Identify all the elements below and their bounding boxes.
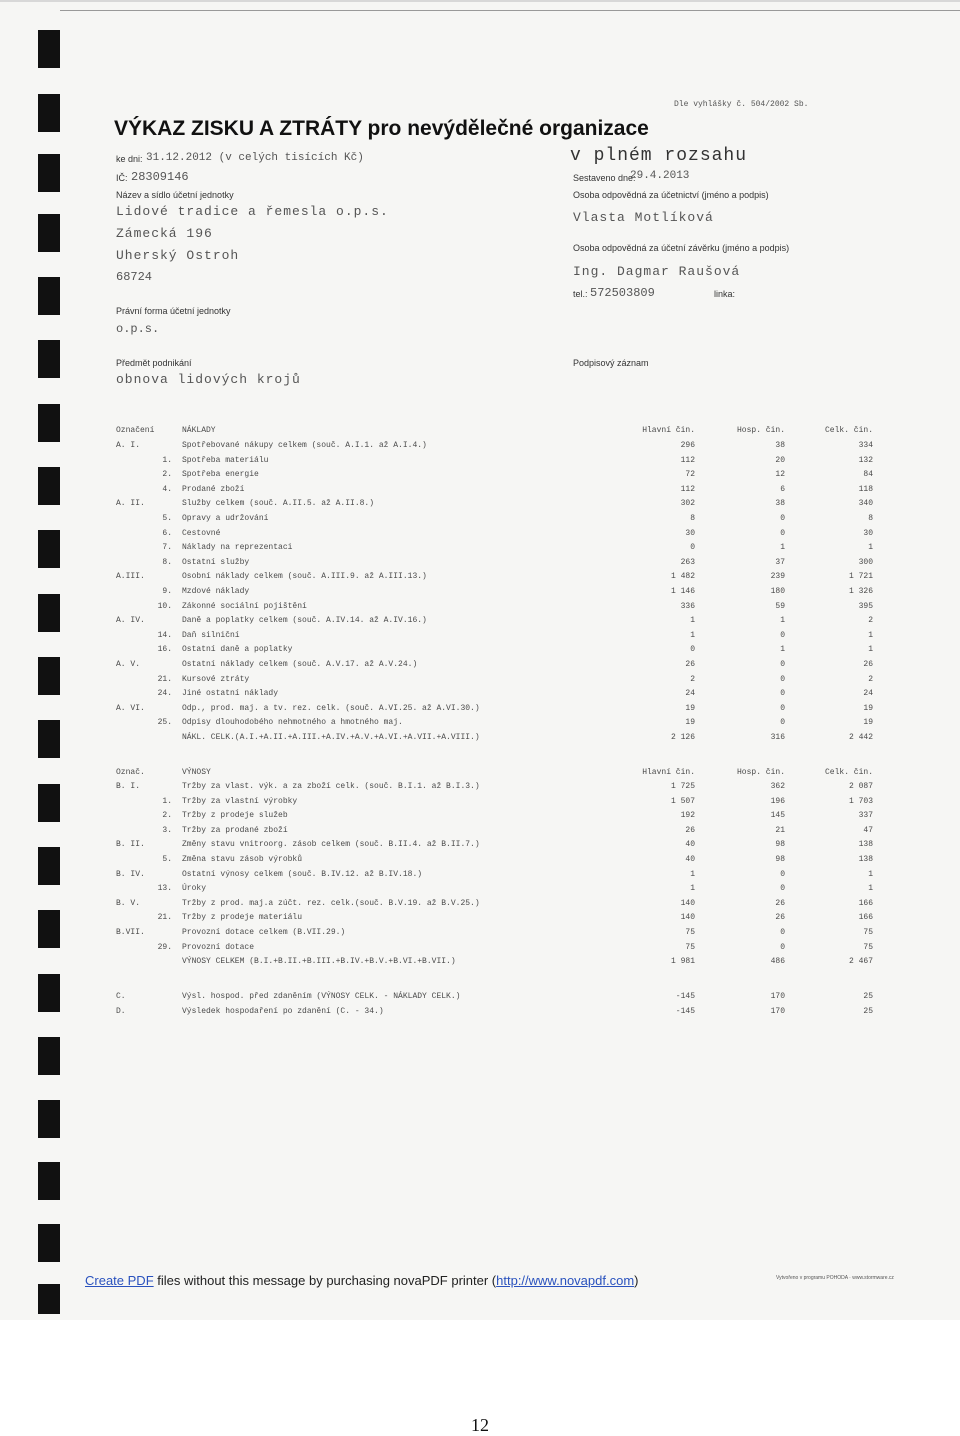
table-row [0,826,960,840]
row-economic-activity: 1 [780,645,785,655]
row-code: A. II. [116,499,145,509]
page-number: 12 [471,1415,489,1435]
signature-label: Podpisový záznam [573,358,649,368]
entity-name: Lidové tradice a řemesla o.p.s. [116,204,389,219]
table-row [0,558,960,572]
row-main-activity: 1 146 [670,587,695,596]
row-main-activity: 1 [690,616,695,626]
row-number: 5. [162,855,172,864]
row-main-activity: 24 [685,689,695,699]
binder-mark [38,277,60,315]
compiled-value: 29.4.2013 [630,170,690,182]
row-description: Změna stavu zásob výrobků [182,855,303,864]
row-total-activity: 8 [868,514,873,523]
accountant-label: Osoba odpovědná za účetnictví (jméno a podpis) [573,190,769,200]
revenues-header-row [0,768,960,782]
row-description: Náklady na reprezentaci [182,543,293,553]
row-total-activity: 395 [858,601,873,611]
col-code-header: Označení [116,426,155,435]
row-economic-activity: 0 [780,884,785,894]
row-description: Odp., prod. maj. a tv. rez. celk. (souč. A.VI.25. až A.VI.30.) [182,703,480,713]
row-total-activity: 2 442 [848,733,873,742]
decree-reference: Dle vyhlášky č. 504/2002 Sb. [674,100,809,109]
table-row [0,631,960,645]
table-row [0,660,960,674]
row-main-activity: 26 [685,660,695,669]
row-economic-activity: 0 [780,869,785,879]
legal-form-value: o.p.s. [116,322,160,336]
legal-form-label: Právní forma účetní jednotky [116,306,231,316]
row-number: 13. [157,884,172,894]
zip-code: 68724 [116,270,153,284]
row-description: Mzdové náklady [182,587,250,596]
row-code: A. V. [116,660,141,669]
binder-mark [38,214,60,252]
row-total-activity: 300 [858,557,873,567]
row-description: Daň silniční [182,630,240,640]
table-row [0,675,960,689]
row-description: Služby celkem (souč. A.II.5. až A.II.8.) [182,499,375,509]
row-description: Změny stavu vnitroorg. zásob celkem (souč. B.II.4. až B.II.7.) [182,840,480,850]
row-number: 29. [157,942,172,952]
row-economic-activity: 0 [780,674,785,684]
row-description: Úroky [182,884,207,894]
row-number: 6. [162,528,172,538]
table-row [0,616,960,630]
binder-mark [38,94,60,132]
tel-value: 572503809 [590,286,655,300]
row-economic-activity: 0 [780,928,785,937]
table-row [0,1007,960,1021]
table-row [0,572,960,586]
table-row [0,602,960,616]
row-main-activity: 0 [690,645,695,655]
row-total-activity: 1 [868,645,873,655]
row-number: 3. [162,825,172,835]
row-economic-activity: 0 [780,514,785,523]
table-row [0,957,960,971]
row-main-activity: 1 [690,884,695,894]
row-main-activity: 192 [680,811,695,821]
col-total-header: Celk. čin. [824,768,873,777]
row-total-activity: 138 [858,855,873,864]
date-value: 31.12.2012 (v celých tisících Kč) [146,152,364,164]
row-number: 2. [162,811,172,821]
row-number: 21. [157,674,172,684]
row-code: A. IV. [116,616,145,626]
table-row [0,499,960,513]
row-economic-activity: 20 [775,455,785,465]
table-row [0,514,960,528]
ico-value: 28309146 [131,170,189,184]
row-code: B.VII. [116,928,145,937]
table-row [0,733,960,747]
accountant-name: Vlasta Motlíková [573,210,714,225]
row-economic-activity: 196 [770,796,785,806]
footer-text-end: ) [634,1273,639,1288]
row-number: 1. [162,455,172,465]
binder-mark [38,154,60,192]
software-note: Vytvořeno v programu POHODA · www.stormware.cz [776,1275,894,1281]
table-row [0,689,960,703]
row-main-activity: 2 126 [670,733,695,742]
table-row [0,855,960,869]
row-description: Výsledek hospodaření po zdanění (C. - 34.) [182,1006,384,1016]
row-economic-activity: 0 [780,528,785,538]
row-number: 21. [157,913,172,923]
costs-header-row [0,426,960,440]
row-code: D. [116,1006,126,1016]
binder-mark [38,1037,60,1075]
row-description: Ostatní služby [182,557,250,567]
table-row [0,441,960,455]
row-description: Ostatní daně a poplatky [182,645,293,655]
row-number: 5. [162,514,172,523]
row-main-activity: 2 [690,674,695,684]
row-economic-activity: 316 [770,733,785,742]
row-economic-activity: 0 [780,630,785,640]
create-pdf-link[interactable]: Create PDF [85,1273,154,1288]
row-main-activity: 0 [690,543,695,553]
table-row [0,992,960,1006]
novapdf-link[interactable]: http://www.novapdf.com [496,1273,635,1288]
row-description: Osobní náklady celkem (souč. A.III.9. až A.III.13.) [182,572,427,582]
row-description: Zákonné sociální pojištění [182,601,307,611]
row-economic-activity: 145 [770,811,785,821]
row-number: 8. [162,557,172,567]
row-description: Tržby za vlastní výrobky [182,796,298,806]
row-economic-activity: 1 [780,616,785,626]
compiled-label: Sestaveno dne: [573,173,636,183]
row-main-activity: 296 [680,441,695,450]
row-economic-activity: 0 [780,718,785,728]
row-economic-activity: 362 [770,782,785,791]
row-total-activity: 1 721 [848,572,873,582]
row-description: VÝNOSY CELKEM (B.I.+B.II.+B.III.+B.IV.+B.V.+B.VI.+B.VII.) [182,957,456,967]
row-description: Spotřeba materiálu [182,455,269,465]
address-city: Uherský Ostroh [116,248,240,263]
row-description: Tržby z prodeje materiálu [182,913,303,923]
row-main-activity: 302 [680,499,695,509]
row-description: Provozní dotace [182,942,255,952]
row-total-activity: 19 [863,718,873,728]
row-total-activity: 2 [868,674,873,684]
row-total-activity: 25 [863,1006,873,1016]
responsible-label: Osoba odpovědná za účetní závěrku (jméno a podpis) [573,243,790,253]
table-row [0,840,960,854]
row-total-activity: 2 [868,616,873,626]
row-main-activity: 112 [680,484,695,494]
row-economic-activity: 59 [775,601,785,611]
table-row [0,470,960,484]
row-main-activity: 263 [680,557,695,567]
responsible-name: Ing. Dagmar Raušová [573,264,741,279]
row-code: A. VI. [116,703,145,713]
row-economic-activity: 0 [780,660,785,669]
date-label: ke dni: [116,154,143,164]
row-description: Tržby za prodané zboží [182,825,288,835]
row-economic-activity: 26 [775,898,785,908]
scope-value: v plném rozsahu [570,146,748,166]
table-row [0,797,960,811]
row-economic-activity: 170 [770,992,785,1001]
row-number: 2. [162,470,172,480]
row-number: 1. [162,796,172,806]
row-main-activity: 1 981 [670,957,695,967]
row-number: 24. [157,689,172,699]
row-description: Opravy a udržování [182,514,269,523]
row-description: Spotřebované nákupy celkem (souč. A.I.1. až A.I.4.) [182,441,427,450]
row-description: Kursové ztráty [182,674,250,684]
row-number: 10. [157,601,172,611]
table-row [0,943,960,957]
footer-text: files without this message by purchasing novaPDF printer ( [153,1273,497,1288]
row-total-activity: 138 [858,840,873,850]
col-main-header: Hlavní čin. [642,426,695,435]
row-total-activity: 30 [863,528,873,538]
row-total-activity: 337 [858,811,873,821]
pdf-watermark-footer [85,1273,639,1288]
row-code: A. I. [116,441,141,450]
ico-label: IČ: [116,173,128,183]
row-total-activity: 25 [863,992,873,1001]
table-row [0,718,960,732]
row-total-activity: 84 [863,470,873,480]
row-number: 16. [157,645,172,655]
row-economic-activity: 239 [770,572,785,582]
report-title: VÝKAZ ZISKU A ZTRÁTY pro nevýdělečné organizace [114,117,649,140]
table-row [0,811,960,825]
table-row [0,543,960,557]
row-main-activity: 19 [685,703,695,713]
row-main-activity: 72 [685,470,695,480]
row-economic-activity: 170 [770,1006,785,1016]
row-economic-activity: 1 [780,543,785,553]
row-main-activity: 75 [685,928,695,937]
row-total-activity: 166 [858,913,873,923]
row-total-activity: 340 [858,499,873,509]
row-economic-activity: 12 [775,470,785,480]
row-number: 4. [162,484,172,494]
binder-mark [38,1162,60,1200]
address-street: Zámecká 196 [116,226,213,241]
col-desc-header: VÝNOSY [182,768,211,777]
row-main-activity: 336 [680,601,695,611]
row-code: A.III. [116,572,145,582]
row-economic-activity: 98 [775,855,785,864]
row-total-activity: 1 [868,543,873,553]
row-economic-activity: 0 [780,942,785,952]
table-row [0,587,960,601]
row-total-activity: 2 087 [848,782,873,791]
table-row [0,928,960,942]
subject-label: Předmět podnikání [116,358,192,368]
binder-mark [38,1100,60,1138]
row-number: 7. [162,543,172,553]
table-row [0,704,960,718]
row-description: Ostatní náklady celkem (souč. A.V.17. až A.V.24.) [182,660,418,669]
row-total-activity: 118 [858,484,873,494]
row-total-activity: 1 [868,884,873,894]
row-description: Tržby za vlast. výk. a za zboží celk. (souč. B.I.1. až B.I.3.) [182,782,480,791]
row-description: Výsl. hospod. před zdaněním (VÝNOSY CELK. - NÁKLADY CELK.) [182,992,461,1001]
row-main-activity: 19 [685,718,695,728]
row-economic-activity: 38 [775,441,785,450]
row-total-activity: 166 [858,898,873,908]
table-row [0,456,960,470]
row-total-activity: 2 467 [848,957,873,967]
row-code: B. V. [116,898,141,908]
col-econ-header: Hosp. čin. [736,768,785,777]
row-main-activity: 140 [680,898,695,908]
subject-value: obnova lidových krojů [116,372,301,387]
row-description: Spotřeba energie [182,470,259,480]
top-edge-line [60,10,960,11]
row-description: Tržby z prodeje služeb [182,811,288,821]
row-description: Provozní dotace celkem (B.VII.29.) [182,928,346,937]
table-row [0,913,960,927]
row-main-activity: 8 [690,514,695,523]
row-code: B. I. [116,782,141,791]
row-total-activity: 75 [863,928,873,937]
ext-label: linka: [714,289,736,299]
row-main-activity: 1 725 [670,782,695,791]
row-description: NÁKL. CELK.(A.I.+A.II.+A.III.+A.IV.+A.V.+A.VI.+A.VII.+A.VIII.) [182,733,480,742]
row-description: Tržby z prod. maj.a zúčt. rez. celk.(souč. B.V.19. až B.V.25.) [182,898,480,908]
row-description: Odpisy dlouhodobého nehmotného a hmotného maj. [182,718,403,728]
row-description: Cestovné [182,528,221,538]
row-economic-activity: 26 [775,913,785,923]
table-row [0,529,960,543]
row-number: 14. [157,630,172,640]
row-main-activity: 112 [680,455,695,465]
col-main-header: Hlavní čin. [642,768,695,777]
row-economic-activity: 0 [780,689,785,699]
row-economic-activity: 6 [780,484,785,494]
row-total-activity: 1 326 [848,587,873,596]
row-total-activity: 26 [863,660,873,669]
name-label: Název a sídlo účetní jednotky [116,190,234,200]
row-main-activity: 1 507 [670,796,695,806]
table-row [0,899,960,913]
col-total-header: Celk. čin. [824,426,873,435]
row-code: B. IV. [116,869,145,879]
row-main-activity: 1 [690,869,695,879]
row-description: Ostatní výnosy celkem (souč. B.IV.12. až B.IV.18.) [182,869,423,879]
row-code: B. II. [116,840,145,850]
col-desc-header: NÁKLADY [182,426,216,435]
table-row [0,884,960,898]
row-main-activity: 1 [690,630,695,640]
table-row [0,870,960,884]
row-main-activity: -145 [675,1006,695,1016]
row-total-activity: 47 [863,825,873,835]
row-total-activity: 1 [868,869,873,879]
binder-mark [38,30,60,68]
row-main-activity: 40 [685,855,695,864]
row-economic-activity: 486 [770,957,785,967]
row-main-activity: -145 [675,992,695,1001]
binder-mark [38,1284,60,1314]
row-main-activity: 40 [685,840,695,850]
binder-mark [38,340,60,378]
row-total-activity: 132 [858,455,873,465]
row-total-activity: 1 [868,630,873,640]
row-main-activity: 1 482 [670,572,695,582]
row-main-activity: 140 [680,913,695,923]
tel-label: tel.: [573,289,588,299]
row-economic-activity: 38 [775,499,785,509]
row-main-activity: 30 [685,528,695,538]
row-total-activity: 24 [863,689,873,699]
row-total-activity: 334 [858,441,873,450]
table-row [0,485,960,499]
row-number: 25. [157,718,172,728]
row-main-activity: 26 [685,825,695,835]
row-economic-activity: 180 [770,587,785,596]
row-number: 9. [162,587,172,596]
col-econ-header: Hosp. čin. [736,426,785,435]
row-total-activity: 1 703 [848,796,873,806]
row-description: Jiné ostatní náklady [182,689,279,699]
table-row [0,645,960,659]
row-economic-activity: 98 [775,840,785,850]
col-code-header: Označ. [116,768,145,777]
row-economic-activity: 21 [775,825,785,835]
row-description: Prodané zboží [182,484,245,494]
row-economic-activity: 37 [775,557,785,567]
row-code: C. [116,992,126,1001]
row-description: Daně a poplatky celkem (souč. A.IV.14. až A.IV.16.) [182,616,427,626]
row-main-activity: 75 [685,942,695,952]
row-total-activity: 75 [863,942,873,952]
table-row [0,782,960,796]
binder-mark [38,1224,60,1262]
row-economic-activity: 0 [780,703,785,713]
row-total-activity: 19 [863,703,873,713]
